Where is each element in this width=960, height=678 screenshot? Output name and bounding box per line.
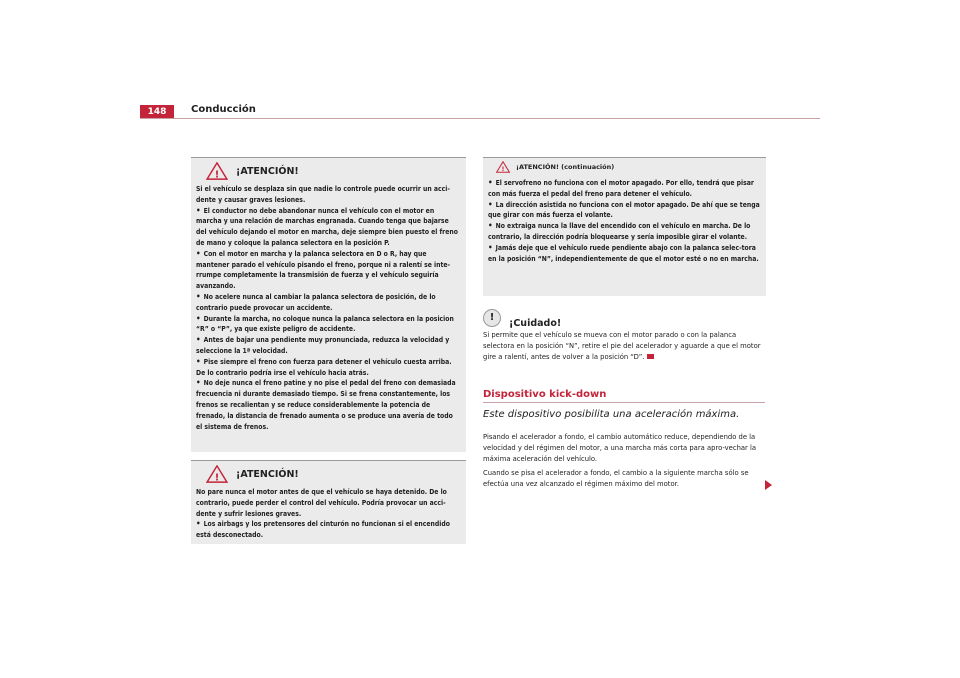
page-number: 148 bbox=[140, 105, 174, 119]
warning-bullet: • Jamás deje que el vehículo ruede pendiente abajo con la palanca selec-tora en la posición “N”, independientemente de que el motor esté o no en marcha. bbox=[488, 242, 759, 263]
caution-icon: ! bbox=[483, 309, 501, 327]
warning-bullet: • Durante la marcha, no coloque nunca la palanca selectora en la posicion “R” o “P”, ya que existe peligro de accidente. bbox=[196, 313, 454, 334]
warning-bullet: • Los airbags y los pretensores del cinturón no funcionan si el encendido está desconectado. bbox=[196, 519, 450, 540]
warning-title: ¡ATENCIÓN! (continuación) bbox=[516, 162, 615, 171]
warning-bullet: • No deje nunca el freno patine y no pise el pedal del freno con demasiada frecuencia ni durante demasiado tiempo. Si se frena constantemente, los frenos se recalientan y se reduce considerablemente la potencia de frenado, la distancia de frenado aumenta o se produce una avería de todo el sistema de frenos. bbox=[196, 378, 456, 431]
svg-text:!: ! bbox=[214, 472, 220, 483]
header-rule bbox=[140, 118, 820, 119]
warning-title: ¡ATENCIÓN! bbox=[236, 165, 299, 177]
warning-bullet: • Pise siempre el freno con fuerza para detener el vehículo cuesta arriba. De lo contrario podría irse el vehículo hacia atrás. bbox=[196, 356, 452, 377]
caution-header bbox=[483, 306, 561, 329]
warning-bullet: • Antes de bajar una pendiente muy pronunciada, reduzca la velocidad y seleccione la 1ª velocidad. bbox=[196, 335, 450, 355]
section-body bbox=[483, 432, 768, 494]
warning-bullet: • No acelere nunca al cambiar la palanca selectora de posición, de lo contrario puede provocar un accidente. bbox=[196, 291, 436, 312]
warning-triangle-icon bbox=[206, 162, 228, 180]
warning-box-continuation bbox=[483, 157, 766, 296]
warning-title: ¡ATENCIÓN! bbox=[236, 468, 299, 480]
section-rule bbox=[483, 402, 765, 403]
svg-text:!: ! bbox=[214, 169, 220, 180]
warning-bullet: • Con el motor en marcha y la palanca selectora en D o R, hay que mantener parado el vehículo pisando el freno, porque ni a ralentí se inte-rrumpe completamente la transmisión de fuerza y el vehículo seguiría avanzando. bbox=[196, 248, 451, 291]
warning-triangle-icon bbox=[206, 465, 228, 483]
warning-bullet: • El servofreno no funciona con el motor apagado. Por ello, tendrá que pisar con más fuerza el pedal del freno para detener el vehículo. bbox=[488, 178, 754, 198]
paragraph: Cuando se pisa el acelerador a fondo, el cambio a la siguiente marcha sólo se efectúa una vez alcanzado el régimen máximo del motor. bbox=[483, 469, 749, 489]
caution-title: ¡Cuidado! bbox=[509, 318, 562, 329]
section-title: Dispositivo kick-down bbox=[483, 389, 607, 400]
section-subtitle: Este dispositivo posibilita una aceleración máxima. bbox=[483, 409, 740, 420]
svg-text:!: ! bbox=[501, 164, 505, 173]
caution-text: Si permite que el vehículo se mueva con el motor parado o con la palanca selectora en la posición “N”, retire el pie del acelerador y aguarde a que el motor gire a ralentí, antes de volver a la posición “D”. bbox=[483, 331, 761, 361]
warning-box-1 bbox=[191, 157, 466, 452]
warning-bullet: • El conductor no debe abandonar nunca el vehículo con el motor en marcha y una relación de marchas engranada. Cuando tenga que bajarse del vehículo dejando el motor en marcha, deje siempre bien puesto el freno de mano y coloque la palanca selectora en la posición P. bbox=[196, 205, 458, 247]
next-page-arrow-icon[interactable] bbox=[765, 480, 772, 490]
warning-bullet: • La dirección asistida no funciona con el motor apagado. De ahí que se tenga que girar con más fuerza el volante. bbox=[488, 199, 760, 220]
warning-intro: No pare nunca el motor antes de que el vehículo se haya detenido. De lo contrario, puede perder el control del vehículo. Podría provocar un acci-dente y sufrir lesiones graves. bbox=[196, 488, 447, 518]
end-of-section-icon bbox=[647, 354, 654, 359]
warning-intro: Si el vehículo se desplaza sin que nadie lo controle puede ocurrir un acci-dente y causar graves lesiones. bbox=[196, 185, 450, 204]
chapter-title: Conducción bbox=[191, 104, 256, 115]
warning-box-2 bbox=[191, 460, 466, 544]
warning-bullet: • No extraiga nunca la llave del encendido con el vehículo en marcha. De lo contrario, la dirección podría bloquearse y sería imposible girar el volante. bbox=[488, 221, 751, 241]
warning-triangle-icon bbox=[496, 161, 510, 173]
paragraph: Pisando el acelerador a fondo, el cambio automático reduce, dependiendo de la velocidad y del régimen del motor, a una marcha más corta para apro-vechar la máxima aceleración del vehículo. bbox=[483, 433, 757, 463]
